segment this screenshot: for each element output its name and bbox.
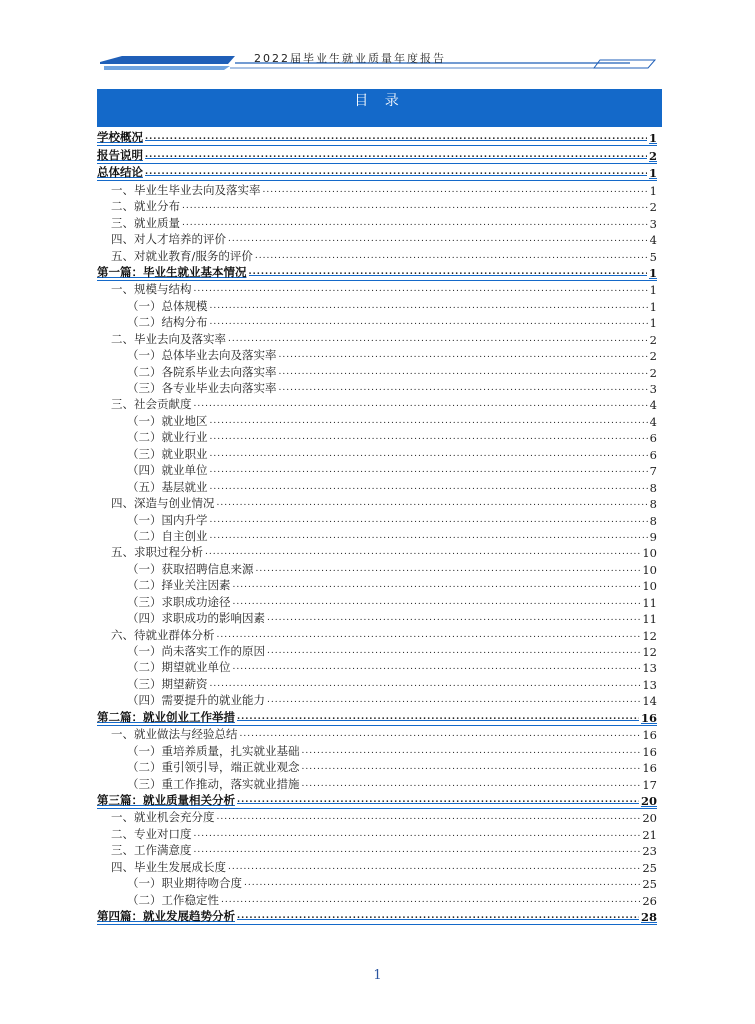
toc-entry[interactable] bbox=[97, 214, 657, 230]
toc-leader-dots bbox=[145, 149, 647, 161]
toc-entry-label: 三、社会贡献度 bbox=[111, 397, 192, 412]
toc-entry[interactable] bbox=[97, 875, 657, 891]
toc-leader-dots bbox=[302, 761, 641, 773]
toc-leader-dots bbox=[240, 728, 641, 740]
toc-entry-label: （一）就业地区 bbox=[127, 413, 208, 428]
toc-entry-label: （二）各院系毕业去向落实率 bbox=[127, 364, 277, 379]
toc-entry[interactable] bbox=[97, 659, 657, 675]
toc-entry[interactable] bbox=[97, 146, 657, 163]
toc-entry-page: 1 bbox=[649, 283, 657, 298]
toc-entry-label: （一）总体规模 bbox=[127, 298, 208, 313]
toc-leader-dots bbox=[210, 316, 648, 328]
toc-entry[interactable] bbox=[97, 231, 657, 247]
toc-entry-page: 8 bbox=[649, 480, 657, 495]
toc-entry-page: 13 bbox=[642, 661, 657, 676]
toc-entry-label: （三）期望薪资 bbox=[127, 676, 208, 691]
toc-entry-page: 10 bbox=[642, 579, 657, 594]
toc-leader-dots bbox=[256, 563, 641, 575]
toc-entry-label: 五、对就业教育/服务的评价 bbox=[111, 248, 253, 263]
toc-leader-dots bbox=[228, 333, 648, 345]
toc-leader-dots bbox=[263, 184, 648, 196]
toc-leader-dots bbox=[221, 894, 640, 906]
toc-entry-label: （一）国内升学 bbox=[127, 512, 208, 527]
toc-leader-dots bbox=[302, 778, 641, 790]
toc-entry-page: 2 bbox=[649, 349, 657, 364]
toc-entry-label: 第四篇：就业发展趋势分析 bbox=[97, 909, 235, 923]
toc-entry-label: （一）重培养质量，扎实就业基础 bbox=[127, 743, 300, 758]
toc-entry-label: （四）求职成功的影响因素 bbox=[127, 611, 265, 626]
toc-leader-dots bbox=[279, 366, 648, 378]
toc-leader-dots bbox=[205, 546, 640, 558]
toc-leader-dots bbox=[249, 266, 647, 278]
toc-leader-dots bbox=[194, 398, 648, 410]
toc-entry-label: （四）就业单位 bbox=[127, 463, 208, 478]
toc-entry-page: 12 bbox=[642, 628, 657, 643]
toc-leader-dots bbox=[145, 166, 647, 178]
toc-entry-label: （二）自主创业 bbox=[127, 528, 208, 543]
toc-entry[interactable] bbox=[97, 858, 657, 874]
toc-leader-dots bbox=[233, 596, 641, 608]
toc-entry-page: 1 bbox=[649, 316, 657, 331]
toc-entry-label: （二）期望就业单位 bbox=[127, 660, 231, 675]
toc-entry[interactable] bbox=[97, 726, 657, 742]
toc-entry-page: 8 bbox=[649, 497, 657, 512]
toc-leader-dots bbox=[182, 217, 648, 229]
toc-entry-label: （五）基层就业 bbox=[127, 479, 208, 494]
toc-entry-page: 20 bbox=[642, 811, 657, 826]
toc-entry-label: 三、工作满意度 bbox=[111, 843, 192, 858]
toc-entry[interactable] bbox=[97, 429, 657, 445]
toc-entry-page: 23 bbox=[642, 844, 657, 859]
toc-entry-label: （三）各专业毕业去向落实率 bbox=[127, 381, 277, 395]
toc-entry[interactable] bbox=[97, 528, 657, 544]
toc-entry-label: 四、深造与创业情况 bbox=[111, 496, 215, 511]
toc-entry-page: 4 bbox=[649, 398, 657, 413]
toc-leader-dots bbox=[210, 415, 648, 427]
toc-entry[interactable] bbox=[97, 247, 657, 263]
toc-leader-dots bbox=[279, 382, 648, 394]
toc-entry[interactable] bbox=[97, 792, 657, 809]
toc-entry-page: 14 bbox=[642, 694, 657, 709]
toc-entry[interactable] bbox=[97, 314, 657, 330]
toc-entry-label: 二、毕业去向及落实率 bbox=[111, 331, 226, 346]
toc-entry[interactable] bbox=[97, 181, 657, 197]
toc-entry-page: 11 bbox=[642, 595, 657, 610]
toc-entry-label: （一）职业期待吻合度 bbox=[127, 876, 242, 891]
toc-entry[interactable] bbox=[97, 610, 657, 626]
toc-entry-page: 10 bbox=[642, 562, 657, 577]
toc-leader-dots bbox=[210, 431, 648, 443]
toc-leader-dots bbox=[267, 645, 640, 657]
toc-entry-label: （一）尚未落实工作的原因 bbox=[127, 644, 265, 658]
toc-entry-page: 8 bbox=[649, 513, 657, 528]
toc-entry[interactable] bbox=[97, 742, 657, 758]
toc-entry[interactable] bbox=[97, 775, 657, 791]
toc-entry[interactable] bbox=[97, 593, 657, 609]
toc-leader-dots bbox=[210, 448, 648, 460]
toc-entry-page: 26 bbox=[642, 893, 657, 908]
toc-entry-label: 第二篇：就业创业工作举措 bbox=[97, 709, 235, 724]
toc-entry[interactable] bbox=[97, 445, 657, 461]
report-header-title: 2022届毕业生就业质量年度报告 bbox=[254, 52, 446, 65]
toc-entry-page: 3 bbox=[649, 216, 657, 231]
toc-leader-dots bbox=[228, 233, 648, 245]
toc-entry-page: 6 bbox=[649, 447, 657, 462]
toc-entry-page: 25 bbox=[642, 860, 657, 875]
toc-entry-page: 11 bbox=[642, 612, 657, 627]
toc-entry[interactable] bbox=[97, 396, 657, 412]
toc-entry-label: 报告说明 bbox=[97, 147, 143, 162]
toc-entry-page: 2 bbox=[649, 200, 657, 215]
header-decoration bbox=[0, 0, 755, 80]
toc-entry-label: （二）结构分布 bbox=[127, 315, 208, 330]
table-of-contents bbox=[97, 129, 657, 925]
toc-entry-page: 3 bbox=[649, 382, 657, 396]
toc-entry-label: 五、求职过程分析 bbox=[111, 545, 203, 560]
toc-leader-dots bbox=[237, 910, 639, 922]
toc-entry[interactable] bbox=[97, 412, 657, 428]
toc-entry-page: 2 bbox=[649, 365, 657, 380]
toc-entry-page: 16 bbox=[640, 710, 657, 725]
toc-entry-page: 1 bbox=[649, 299, 657, 314]
toc-entry[interactable] bbox=[97, 164, 657, 181]
toc-leader-dots bbox=[145, 131, 647, 143]
toc-entry[interactable] bbox=[97, 264, 657, 281]
page-number: 1 bbox=[373, 968, 382, 983]
toc-entry-page: 25 bbox=[642, 877, 657, 892]
toc-entry[interactable] bbox=[97, 511, 657, 527]
toc-entry-label: 二、专业对口度 bbox=[111, 826, 192, 841]
toc-entry-page: 10 bbox=[642, 546, 657, 561]
toc-leader-dots bbox=[228, 861, 640, 873]
toc-entry-page: 2 bbox=[649, 332, 657, 347]
toc-leader-dots bbox=[217, 629, 641, 641]
toc-leader-dots bbox=[302, 745, 641, 757]
toc-entry[interactable] bbox=[97, 842, 657, 858]
toc-entry[interactable] bbox=[97, 380, 657, 396]
toc-title: 目 录 bbox=[354, 93, 405, 109]
toc-entry-page: 1 bbox=[648, 166, 657, 181]
toc-entry[interactable] bbox=[97, 330, 657, 346]
toc-entry[interactable] bbox=[97, 908, 657, 925]
toc-entry[interactable] bbox=[97, 675, 657, 691]
toc-entry-label: 学校概况 bbox=[97, 130, 143, 145]
toc-entry-label: （一）总体毕业去向及落实率 bbox=[127, 348, 277, 363]
toc-entry-page: 13 bbox=[642, 677, 657, 692]
toc-leader-dots bbox=[194, 283, 648, 295]
toc-entry-label: 六、待就业群体分析 bbox=[111, 627, 215, 642]
toc-entry-page: 7 bbox=[649, 464, 657, 479]
toc-entry-page: 17 bbox=[642, 777, 657, 792]
toc-entry[interactable] bbox=[97, 347, 657, 363]
toc-entry-label: 第一篇：毕业生就业基本情况 bbox=[97, 264, 247, 279]
toc-entry-label: 四、毕业生发展成长度 bbox=[111, 859, 226, 874]
page-header bbox=[0, 0, 755, 80]
toc-leader-dots bbox=[237, 711, 639, 723]
toc-leader-dots bbox=[217, 811, 641, 823]
toc-entry[interactable] bbox=[97, 577, 657, 593]
toc-entry-page: 9 bbox=[649, 529, 657, 544]
toc-entry-page: 2 bbox=[648, 148, 657, 163]
toc-leader-dots bbox=[267, 612, 640, 624]
toc-entry[interactable] bbox=[97, 462, 657, 478]
toc-entry-label: （三）求职成功途径 bbox=[127, 594, 231, 609]
toc-entry-page: 6 bbox=[649, 431, 657, 446]
toc-leader-dots bbox=[210, 464, 648, 476]
toc-entry-page: 16 bbox=[642, 761, 657, 776]
toc-entry-page: 4 bbox=[649, 414, 657, 429]
toc-leader-dots bbox=[210, 514, 648, 526]
toc-entry-label: 一、毕业生毕业去向及落实率 bbox=[111, 182, 261, 197]
toc-entry-label: （四）需要提升的就业能力 bbox=[127, 693, 265, 708]
toc-leader-dots bbox=[233, 579, 641, 591]
toc-entry[interactable] bbox=[97, 560, 657, 576]
toc-entry-label: （一）获取招聘信息来源 bbox=[127, 561, 254, 576]
toc-leader-dots bbox=[244, 877, 640, 889]
toc-entry-label: 三、就业质量 bbox=[111, 215, 180, 230]
toc-entry[interactable] bbox=[97, 297, 657, 313]
toc-entry[interactable] bbox=[97, 129, 657, 146]
toc-entry[interactable] bbox=[97, 708, 657, 725]
toc-entry-page: 12 bbox=[642, 645, 657, 659]
toc-leader-dots bbox=[267, 694, 640, 706]
toc-entry-page: 16 bbox=[642, 728, 657, 743]
toc-leader-dots bbox=[194, 844, 641, 856]
toc-entry-page: 21 bbox=[642, 827, 657, 842]
toc-entry[interactable] bbox=[97, 363, 657, 379]
toc-entry-label: （三）重工作推动，落实就业措施 bbox=[127, 776, 300, 791]
toc-entry[interactable] bbox=[97, 692, 657, 708]
toc-entry-label: （二）择业关注因素 bbox=[127, 578, 231, 593]
toc-entry-label: 一、就业机会充分度 bbox=[111, 810, 215, 825]
toc-entry[interactable] bbox=[97, 281, 657, 297]
toc-entry-label: 一、就业做法与经验总结 bbox=[111, 727, 238, 742]
toc-entry[interactable] bbox=[97, 478, 657, 494]
toc-entry-page: 1 bbox=[648, 131, 657, 146]
toc-entry[interactable] bbox=[97, 825, 657, 841]
toc-title-banner bbox=[97, 89, 662, 127]
toc-entry-page: 20 bbox=[640, 793, 657, 808]
toc-entry-label: （三）就业职业 bbox=[127, 446, 208, 461]
toc-entry-page: 28 bbox=[640, 910, 657, 924]
toc-leader-dots bbox=[233, 661, 641, 673]
toc-entry-label: （二）就业行业 bbox=[127, 430, 208, 445]
toc-entry-label: （二）重引领引导，端正就业观念 bbox=[127, 760, 300, 775]
toc-entry-page: 1 bbox=[649, 183, 657, 198]
toc-entry[interactable] bbox=[97, 544, 657, 560]
toc-entry-page: 5 bbox=[649, 249, 657, 264]
toc-entry-page: 16 bbox=[642, 744, 657, 759]
toc-leader-dots bbox=[210, 530, 648, 542]
toc-entry[interactable] bbox=[97, 626, 657, 642]
toc-entry[interactable] bbox=[97, 759, 657, 775]
toc-entry-label: 总体结论 bbox=[97, 165, 143, 180]
toc-entry[interactable] bbox=[97, 495, 657, 511]
toc-leader-dots bbox=[210, 300, 648, 312]
toc-leader-dots bbox=[217, 497, 648, 509]
toc-entry-page: 4 bbox=[649, 233, 657, 248]
toc-entry-label: 二、就业分布 bbox=[111, 199, 180, 214]
toc-leader-dots bbox=[237, 794, 639, 806]
toc-entry-label: 一、规模与结构 bbox=[111, 282, 192, 297]
toc-leader-dots bbox=[210, 481, 648, 493]
toc-entry[interactable] bbox=[97, 198, 657, 214]
toc-entry-label: 四、对人才培养的评价 bbox=[111, 232, 226, 247]
toc-entry-label: 第三篇：就业质量相关分析 bbox=[97, 792, 235, 807]
toc-leader-dots bbox=[182, 200, 648, 212]
toc-entry-label: （二）工作稳定性 bbox=[127, 892, 219, 907]
toc-entry[interactable] bbox=[97, 891, 657, 907]
toc-leader-dots bbox=[194, 828, 641, 840]
toc-entry-page: 1 bbox=[648, 265, 657, 280]
toc-entry[interactable] bbox=[97, 643, 657, 659]
toc-entry[interactable] bbox=[97, 809, 657, 825]
toc-leader-dots bbox=[255, 250, 648, 262]
toc-leader-dots bbox=[210, 678, 641, 690]
toc-leader-dots bbox=[279, 349, 648, 361]
